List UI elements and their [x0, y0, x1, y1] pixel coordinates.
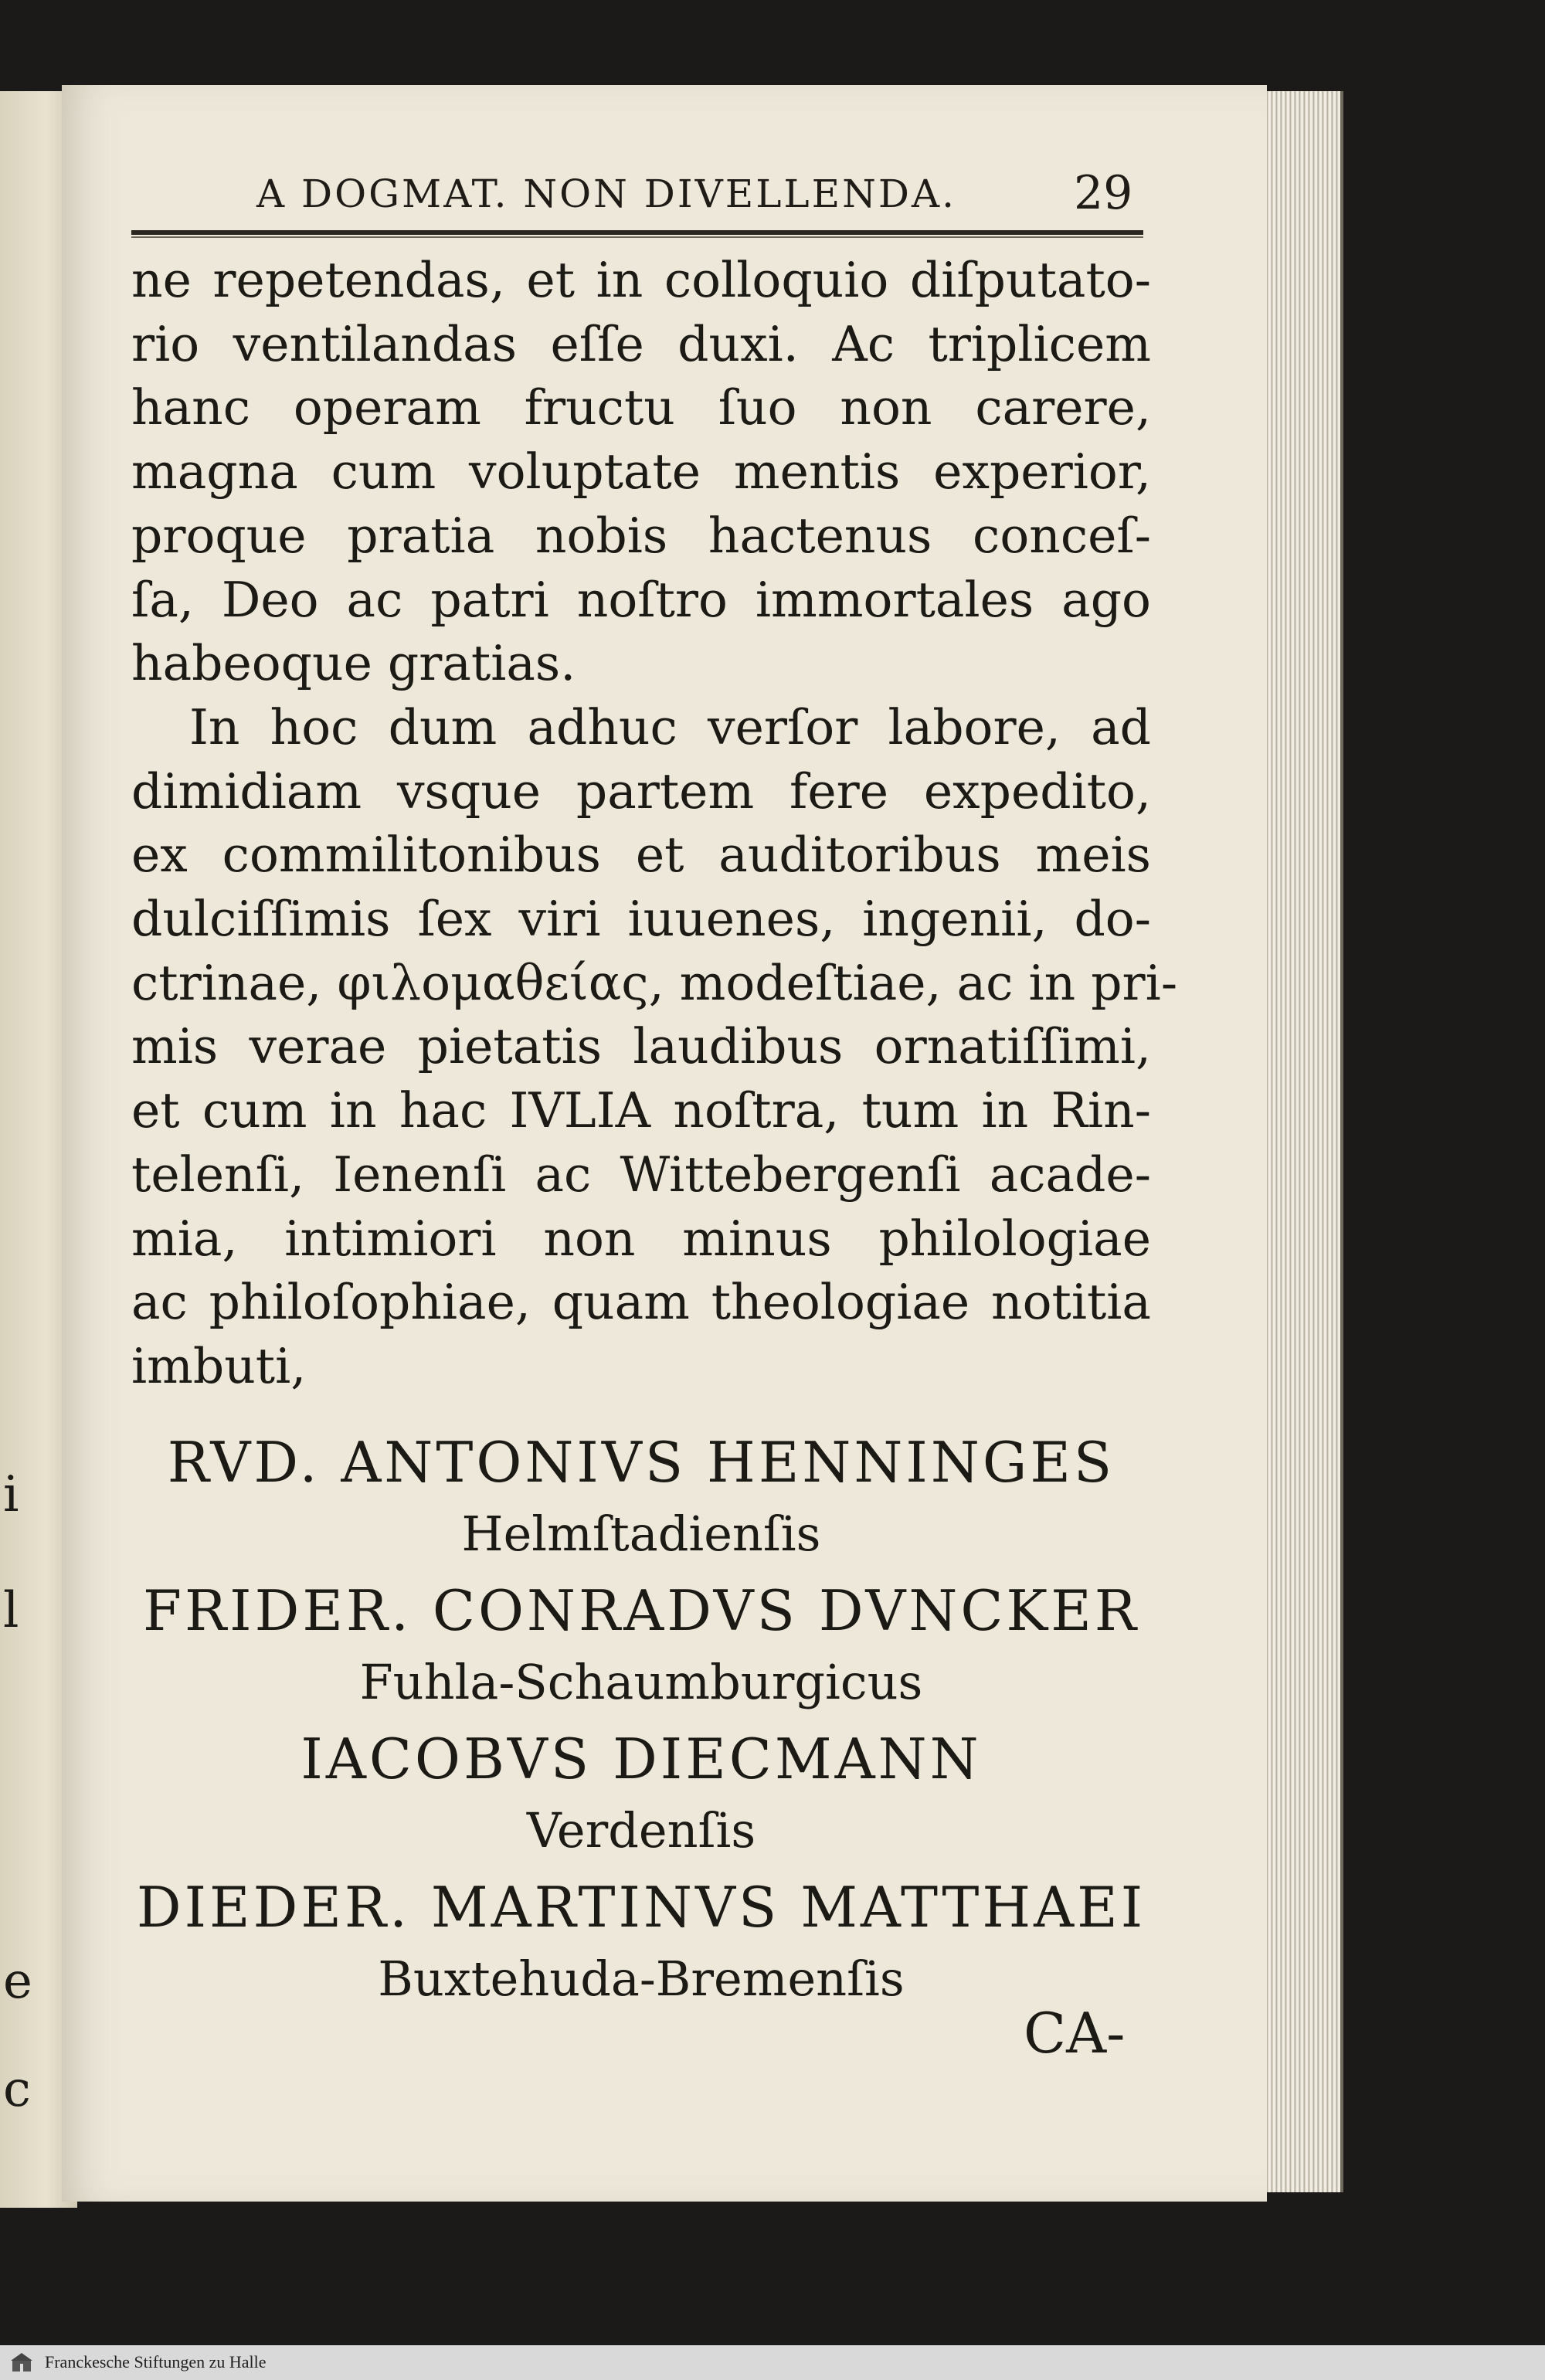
header-rule-thin [131, 236, 1143, 238]
foundation-logo-icon [9, 2350, 34, 2375]
footer-credit: Franckesche Stiftungen zu Halle [45, 2352, 267, 2372]
student-origin: Verdenſis [526, 1802, 756, 1859]
text-line: ex commilitonibus et auditoribus meis [131, 827, 1151, 884]
text-line: rio ventilandas eſſe duxi. Ac triplicem [131, 315, 1151, 372]
student-list [131, 1425, 1151, 2018]
text-line: dulciſſimis ſex viri iuuenes, ingenii, do- [131, 891, 1151, 948]
student-name: FRIDER. CONRADVS DVNCKER [143, 1578, 1139, 1643]
facing-page-fragment: i [3, 1466, 19, 1523]
text-line: ſa, Deo ac patri noſtro immortales ago [131, 571, 1151, 628]
facing-page-fragment: l [3, 1582, 19, 1639]
text-line: telenſi, Ienenſi ac Wittebergenſi acade- [131, 1146, 1151, 1203]
text-line: et cum in hac IVLIA noſtra, tum in Rin- [131, 1082, 1151, 1139]
header-rule [131, 230, 1143, 235]
text-line: dimidiam vsque partem fere expedito, [131, 762, 1151, 820]
student-name: RVD. ANTONIVS HENNINGES [167, 1430, 1115, 1495]
student-origin: Helmſtadienſis [461, 1506, 821, 1562]
text-line: mis verae pietatis laudibus ornatiſſimi, [131, 1018, 1151, 1075]
text-line: proque pratia nobis hactenus conceſ- [131, 507, 1151, 564]
text-line: imbuti, [131, 1337, 307, 1394]
facing-page-fragment: e [3, 1953, 32, 2010]
facing-page-fragment: c [3, 2061, 31, 2118]
text-line: ne repetendas, et in colloquio diſputato- [131, 252, 1151, 308]
running-title: A DOGMAT. NON DIVELLENDA. [256, 171, 956, 216]
text-line: mia, intimiori non minus philologiae [131, 1210, 1151, 1267]
catchword: CA- [1024, 2001, 1126, 2066]
text-line: ac philoſophiae, quam theologiae notitia [131, 1274, 1151, 1331]
text-line: ctrinae, φιλομαθείας, modeſtiae, ac in pri- [131, 954, 1178, 1011]
footer-bar [0, 2345, 1545, 2380]
page-number: 29 [1074, 166, 1133, 220]
text-line: magna cum voluptate mentis experior, [131, 443, 1151, 501]
text-line: In hoc dum adhuc verſor labore, ad [189, 698, 1151, 755]
student-origin: Buxtehuda-Bremenſis [378, 1951, 905, 2007]
student-name: DIEDER. MARTINVS MATTHAEI [136, 1875, 1146, 1940]
student-origin: Fuhla-Schaumburgicus [359, 1654, 923, 1710]
student-name: IACOBVS DIECMANN [301, 1726, 982, 1791]
text-line: habeoque gratias. [131, 635, 576, 692]
body-text [131, 249, 1178, 1399]
text-line: hanc operam fructu ſuo non carere, [131, 379, 1151, 436]
